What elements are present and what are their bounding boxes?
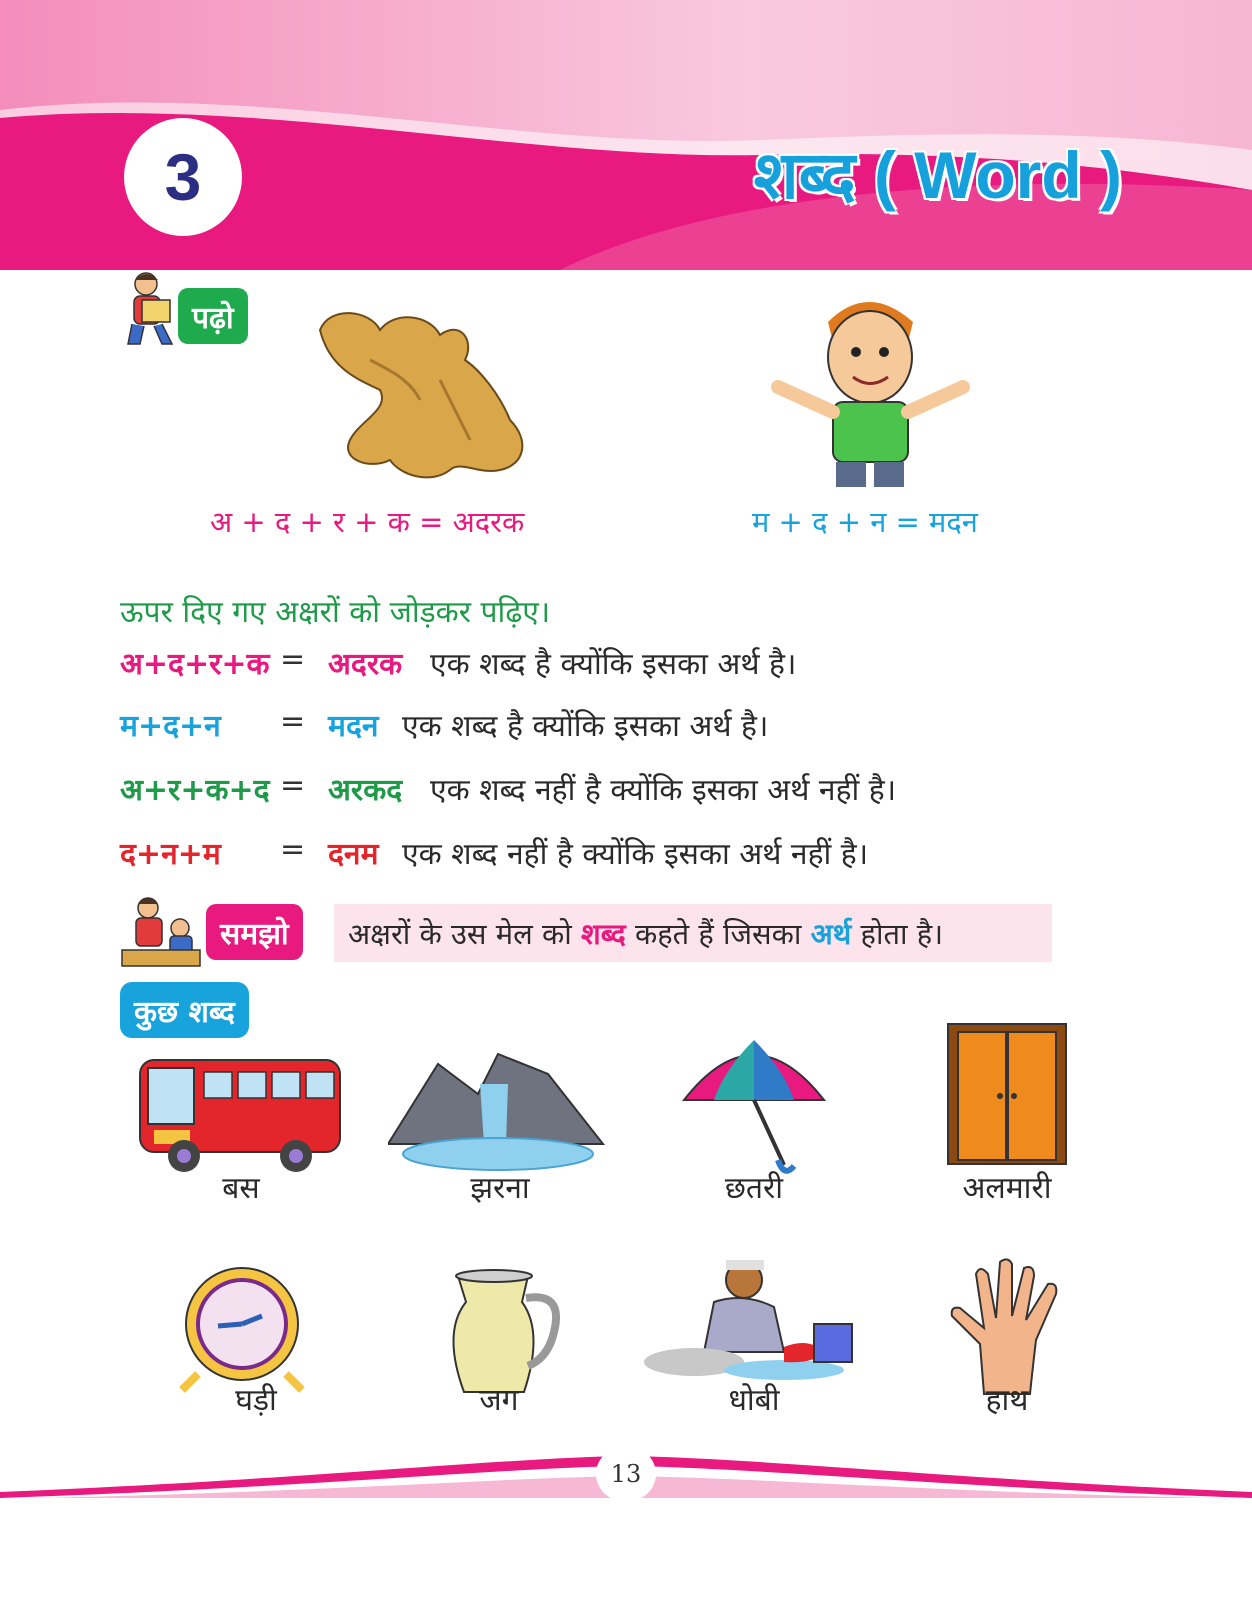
caption-cupboard: अलमारी <box>962 1171 1052 1206</box>
chapter-number: 3 <box>124 118 242 236</box>
instruction-text: ऊपर दिए गए अक्षरों को जोड़कर पढ़िए। <box>120 595 551 630</box>
rule-word: मदन <box>328 709 379 744</box>
understand-label: समझो <box>206 904 303 960</box>
equation-boy: म + द + न = मदन <box>752 505 978 539</box>
equals-sign: = <box>280 768 306 803</box>
caption-washerman: धोबी <box>728 1383 780 1418</box>
waterfall-icon <box>388 1044 608 1174</box>
equals-sign: = <box>280 642 306 677</box>
chapter-title: शब्द ( Word ) <box>753 138 1122 212</box>
chapter-header <box>0 0 1252 270</box>
caption-jug: जग <box>479 1383 519 1418</box>
definition-keyword-word: शब्द <box>580 916 626 951</box>
rule-explanation: एक शब्द है क्योंकि इसका अर्थ है। <box>430 647 797 682</box>
rule-letters: अ+र+क+द <box>120 773 270 808</box>
caption-umbrella: छतरी <box>724 1171 784 1206</box>
caption-waterfall: झरना <box>470 1171 530 1206</box>
rule-explanation: एक शब्द है क्योंकि इसका अर्थ है। <box>402 709 769 744</box>
definition-text-1: अक्षरों के उस मेल को <box>348 916 572 951</box>
some-words-label: कुछ शब्द <box>120 982 249 1038</box>
bus-icon <box>134 1050 348 1180</box>
cupboard-icon <box>944 1018 1070 1168</box>
umbrella-icon <box>674 1030 834 1180</box>
washerman-icon <box>634 1252 874 1392</box>
rule-letters: म+द+न <box>120 709 221 744</box>
rule-letters: द+न+म <box>120 837 221 872</box>
definition-box <box>334 904 1052 962</box>
rule-explanation: एक शब्द नहीं है क्योंकि इसका अर्थ नहीं है। <box>402 837 869 872</box>
equation-ginger: अ + द + र + क = अदरक <box>210 505 525 539</box>
rule-word: दनम <box>328 837 379 872</box>
read-label: पढ़ो <box>178 288 248 344</box>
rule-explanation: एक शब्द नहीं है क्योंकि इसका अर्थ नहीं है। <box>430 773 897 808</box>
caption-bus: बस <box>222 1171 260 1206</box>
clock-icon <box>178 1264 314 1394</box>
caption-hand: हाथ <box>985 1383 1029 1418</box>
rule-word: अरकद <box>328 773 403 808</box>
reading-boy-icon <box>118 270 178 350</box>
rule-letters: अ+द+र+क <box>120 647 270 682</box>
equals-sign: = <box>280 704 306 739</box>
definition-keyword-meaning: अर्थ <box>810 916 852 951</box>
boy-madan-icon <box>748 282 998 492</box>
rule-word: अदरक <box>328 647 403 682</box>
definition-text-2: कहते हैं जिसका <box>634 916 802 951</box>
teacher-student-icon <box>118 894 202 970</box>
equals-sign: = <box>280 832 306 867</box>
caption-clock: घड़ी <box>235 1383 277 1418</box>
page-number: 13 <box>596 1446 656 1502</box>
definition-text-3: होता है। <box>860 916 944 951</box>
ginger-icon <box>300 300 540 490</box>
